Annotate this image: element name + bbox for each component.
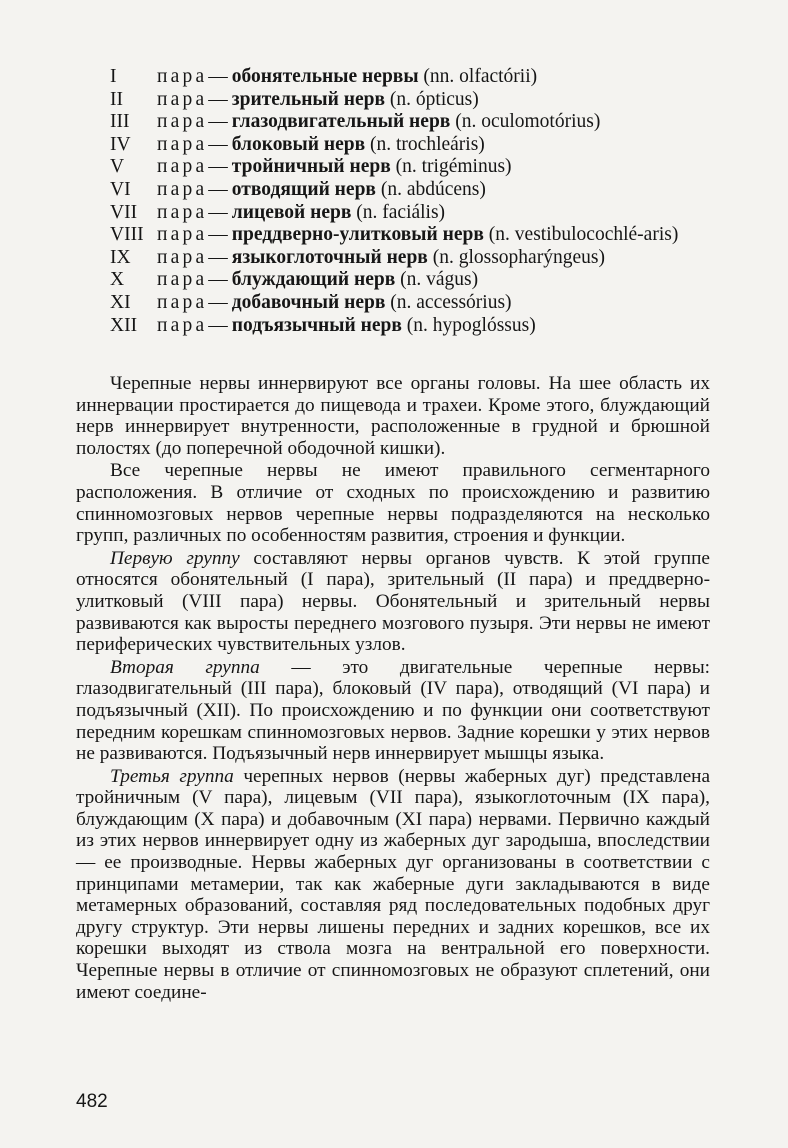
- nerve-row: [110, 224, 720, 247]
- nerve-name: блоковый нерв: [231, 133, 366, 155]
- paragraph-text: черепных нервов (нервы жаберных дуг) представлена тройничным (V пара), лицевым (VII пара), языкоглоточным (IX пара), блуждающим (X пара) и добавочным (XI пара) нервами. Первично каждый из этих нервов иннервирует одну из жаберных дуг зародыша, впоследствии — ее производные. Нервы жаберных дуг организованы в соответствии с принципами метамерии, так как жаберные дуги закладываются в виде метамерных образований, составляя ряд последовательных подобных друг другу структур. Эти нервы лишены передних и задних корешков, все их корешки выходят из ствола мозга на вентральной его поверхности. Черепные нервы в отличие от спинномозговых не образуют сплетений, они имеют соедине-: [76, 765, 711, 1003]
- dash: —: [208, 133, 228, 155]
- pair-word: пара: [157, 178, 208, 200]
- dash: —: [208, 224, 228, 246]
- nerve-row: [110, 269, 720, 292]
- pair-number: VIII: [110, 224, 144, 246]
- nerve-name: добавочный нерв: [231, 291, 386, 313]
- dash: —: [208, 201, 228, 223]
- pair-number: VI: [110, 178, 131, 200]
- pair-word: пара: [157, 246, 208, 268]
- pair-number: XI: [110, 291, 131, 313]
- nerve-latin: (n. accessórius): [390, 291, 512, 313]
- dash: —: [208, 178, 228, 200]
- nerve-latin: (n. vágus): [400, 269, 479, 291]
- paragraph: [76, 766, 710, 1004]
- pair-word: пара: [157, 111, 208, 133]
- nerve-latin: (n. hypoglóssus): [406, 314, 536, 336]
- nerve-name: глазодвигательный нерв: [231, 111, 451, 133]
- nerve-row: [110, 89, 720, 112]
- pair-number: II: [110, 88, 123, 110]
- dash: —: [208, 156, 228, 178]
- pair-number: III: [110, 111, 130, 133]
- page-number: 482: [76, 1091, 108, 1112]
- nerve-name: подъязычный нерв: [231, 314, 402, 336]
- pair-number: XII: [110, 314, 138, 336]
- paragraph-text: — это двигательные черепные нервы: глазодвигательный (III пара), блоковый (IV пара), отводящий (VI пара) и подъязычный (XII). По происхождению и по функции они соответствуют передним корешкам спинномозговых нервов. Задние корешки у этих нервов не развиваются. Подъязычный нерв иннервирует мышцы языка.: [76, 656, 711, 765]
- nerve-name: языкоглоточный нерв: [231, 246, 428, 268]
- pair-number: V: [110, 156, 125, 178]
- nerve-latin: (n. trigéminus): [395, 156, 512, 178]
- nerve-row: [110, 156, 720, 179]
- pair-number: IV: [110, 133, 131, 155]
- nerve-latin: (nn. olfactórii): [423, 66, 538, 87]
- body-text: [76, 373, 710, 1004]
- dash: —: [208, 66, 228, 87]
- nerve-name: зрительный нерв: [231, 88, 386, 110]
- pair-word: пара: [157, 156, 208, 178]
- dash: —: [208, 291, 228, 313]
- dash: —: [208, 88, 228, 110]
- pair-number: VII: [110, 201, 138, 223]
- nerve-latin: (n. glossopharýngeus): [432, 246, 605, 268]
- nerve-latin: (n. trochleáris): [370, 133, 485, 155]
- cranial-nerves-list: [110, 66, 720, 337]
- nerve-row: [110, 292, 720, 315]
- dash: —: [208, 269, 228, 291]
- pair-word: пара: [157, 66, 208, 87]
- nerve-latin: (n. vestibulocochlé-aris): [488, 224, 679, 246]
- nerve-row: [110, 134, 720, 157]
- group-lead: Третья группа: [110, 765, 234, 787]
- pair-word: пара: [157, 88, 208, 110]
- nerve-name: отводящий нерв: [231, 178, 376, 200]
- nerve-latin: (n. faciális): [356, 201, 446, 223]
- group-lead: Вторая группа: [110, 656, 260, 678]
- dash: —: [208, 111, 228, 133]
- nerve-row: [110, 111, 720, 134]
- paragraph: Черепные нервы иннервируют все органы головы. На шее область их иннервации простирается до пищевода и трахеи. Кроме этого, блуждающий нерв иннервирует внутренности, расположенные в грудной и брюшной полостях (до поперечной ободочной кишки).: [76, 373, 710, 459]
- pair-word: пара: [157, 201, 208, 223]
- pair-number: I: [110, 66, 117, 87]
- nerve-row: [110, 66, 720, 89]
- nerve-name: тройничный нерв: [231, 156, 391, 178]
- nerve-latin: (n. ópticus): [389, 88, 479, 110]
- paragraph: Все черепные нервы не имеют правильного сегментарного расположения. В отличие от сходных по происхождению и развитию спинномозговых нервов черепные нервы подразделяются на несколько групп, различных по особенностям развития, строения и функции.: [76, 460, 710, 547]
- paragraph-text: составляют нервы органов чувств. К этой группе относятся обонятельный (I пара), зрительный (II пара) и преддверно-улитковый (VIII пара) нервы. Обонятельный и зрительный нервы развиваются как выросты переднего мозгового пузыря. Эти нервы не имеют периферических чувствительных узлов.: [76, 547, 710, 656]
- pair-word: пара: [157, 314, 208, 336]
- dash: —: [208, 314, 228, 336]
- dash: —: [208, 246, 228, 268]
- pair-number: X: [110, 269, 125, 291]
- nerve-row: [110, 315, 720, 338]
- group-lead: Первую группу: [110, 547, 240, 569]
- nerve-name: лицевой нерв: [231, 201, 352, 223]
- paragraph: [76, 548, 710, 656]
- nerve-row: [110, 247, 720, 270]
- pair-number: IX: [110, 246, 131, 268]
- nerve-latin: (n. oculomotórius): [455, 111, 601, 133]
- nerve-name: преддверно-улитковый нерв: [231, 224, 484, 246]
- nerve-name: блуждающий нерв: [231, 269, 396, 291]
- nerve-name: обонятельные нервы: [231, 66, 419, 87]
- pair-word: пара: [157, 269, 208, 291]
- pair-word: пара: [157, 133, 208, 155]
- nerve-latin: (n. abdúcens): [380, 178, 486, 200]
- nerve-row: [110, 179, 720, 202]
- pair-word: пара: [157, 224, 208, 246]
- paragraph: [76, 657, 710, 765]
- pair-word: пара: [157, 291, 208, 313]
- nerve-row: [110, 202, 720, 225]
